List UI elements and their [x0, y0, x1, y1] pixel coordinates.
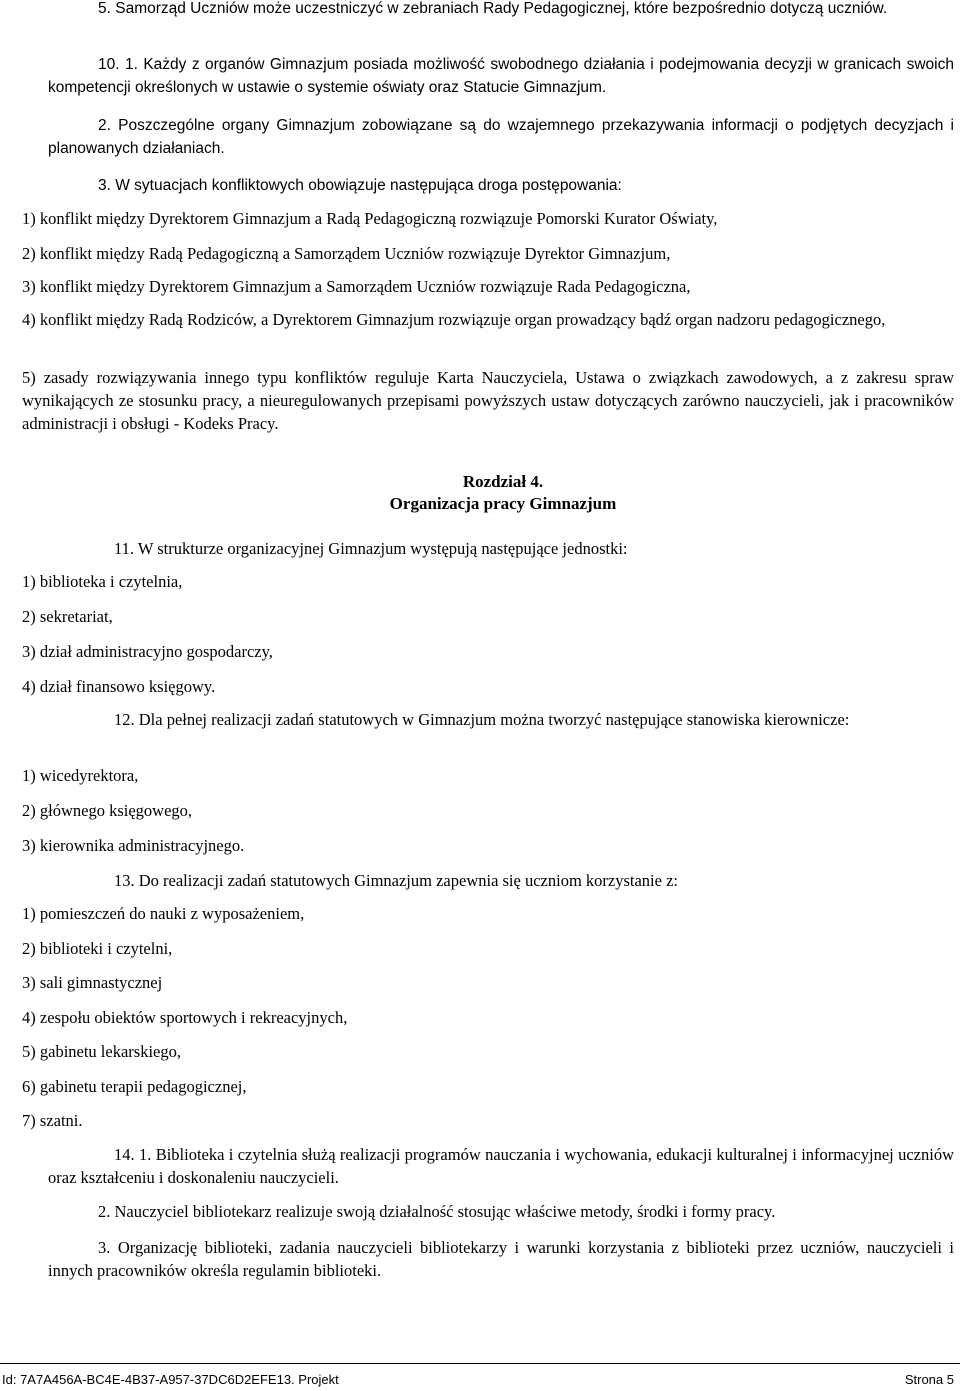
list-item: 1) pomieszczeń do nauki z wyposażeniem, [22, 904, 305, 923]
paragraph-10-2: 2. Poszczególne organy Gimnazjum zobowiązane są do wzajemnego przekazywania informacji o podjętych decyzjach i planowanych działaniach. [48, 117, 954, 157]
chapter-title: Organizacja pracy Gimnazjum [389, 494, 617, 513]
footer-divider [0, 1363, 960, 1364]
paragraph-14-2: 2. Nauczyciel bibliotekarz realizuje swoją działalność stosując właściwe metody, środki i formy pracy. [98, 1202, 776, 1221]
paragraph-14-1: 14. 1. Biblioteka i czytelnia służą realizacji programów nauczania i wychowania, edukacji kulturalnej i informacyjnej uczniów oraz kształceniu i doskonaleniu nauczycieli. [48, 1145, 954, 1187]
paragraph-14-3: 3. Organizację biblioteki, zadania nauczycieli bibliotekarzy i warunki korzystania z biblioteki przez uczniów, nauczycieli i innych pracowników określa regulamin biblioteki. [48, 1238, 954, 1280]
list-item: 4) konflikt między Radą Rodziców, a Dyrektorem Gimnazjum rozwiązuje organ prowadzący bądź organ nadzoru pedagogicznego, [22, 310, 886, 329]
list-item: 2) sekretariat, [22, 607, 113, 626]
list-item: 2) głównego księgowego, [22, 801, 193, 820]
list-item: 1) wicedyrektora, [22, 766, 139, 785]
paragraph-12: 12. Dla pełnej realizacji zadań statutowych w Gimnazjum można tworzyć następujące stanowiska kierownicze: [114, 710, 850, 729]
list-item: 1) konflikt między Dyrektorem Gimnazjum a Radą Pedagogiczną rozwiązuje Pomorski Kurator Oświaty, [22, 209, 718, 228]
paragraph-11: 11. W strukturze organizacyjnej Gimnazjum występują następujące jednostki: [114, 539, 628, 558]
list-item: 5) zasady rozwiązywania innego typu konfliktów reguluje Karta Nauczyciela, Ustawa o związkach zawodowych, a z zakresu spraw wynikających ze stosunku pracy, a nieuregulowanych przepisami powyższych ustaw dotyczących zarówno nauczycieli, jak i pracowników administracji i obsługi - Kodeks Pracy. [22, 368, 954, 433]
paragraph-13: 13. Do realizacji zadań statutowych Gimnazjum zapewnia się uczniom korzystanie z: [114, 871, 678, 890]
paragraph-10-1: 10. 1. Każdy z organów Gimnazjum posiada możliwość swobodnego działania i podejmowania decyzji w granicach swoich kompetencji określonych w ustawie o systemie oświaty oraz Statucie Gimnazjum. [48, 56, 954, 96]
list-item: 4) zespołu obiektów sportowych i rekreacyjnych, [22, 1008, 348, 1027]
list-item: 3) dział administracyjno gospodarczy, [22, 642, 273, 661]
list-item: 5) gabinetu lekarskiego, [22, 1042, 181, 1061]
list-item: 1) biblioteka i czytelnia, [22, 572, 183, 591]
paragraph-10-3: 3. W sytuacjach konfliktowych obowiązuje następująca droga postępowania: [98, 177, 622, 194]
chapter-number: Rozdział 4. [462, 472, 544, 491]
list-item: 3) konflikt między Dyrektorem Gimnazjum a Samorządem Uczniów rozwiązuje Rada Pedagogiczna, [22, 277, 691, 296]
list-item: 3) sali gimnastycznej [22, 973, 163, 992]
list-item: 3) kierownika administracyjnego. [22, 836, 245, 855]
list-item: 2) biblioteki i czytelni, [22, 939, 173, 958]
list-item: 2) konflikt między Radą Pedagogiczną a Samorządem Uczniów rozwiązuje Dyrektor Gimnazjum, [22, 244, 671, 263]
footer-document-id: Id: 7A7A456A-BC4E-4B37-A957-37DC6D2EFE13. Projekt [2, 1372, 339, 1387]
list-item: 4) dział finansowo księgowy. [22, 677, 216, 696]
footer-page-number: Strona 5 [904, 1372, 954, 1387]
paragraph-samorzad: 5. Samorząd Uczniów może uczestniczyć w zebraniach Rady Pedagogicznej, które bezpośrednio dotyczą uczniów. [98, 0, 888, 17]
list-item: 6) gabinetu terapii pedagogicznej, [22, 1077, 247, 1096]
list-item: 7) szatni. [22, 1111, 83, 1130]
